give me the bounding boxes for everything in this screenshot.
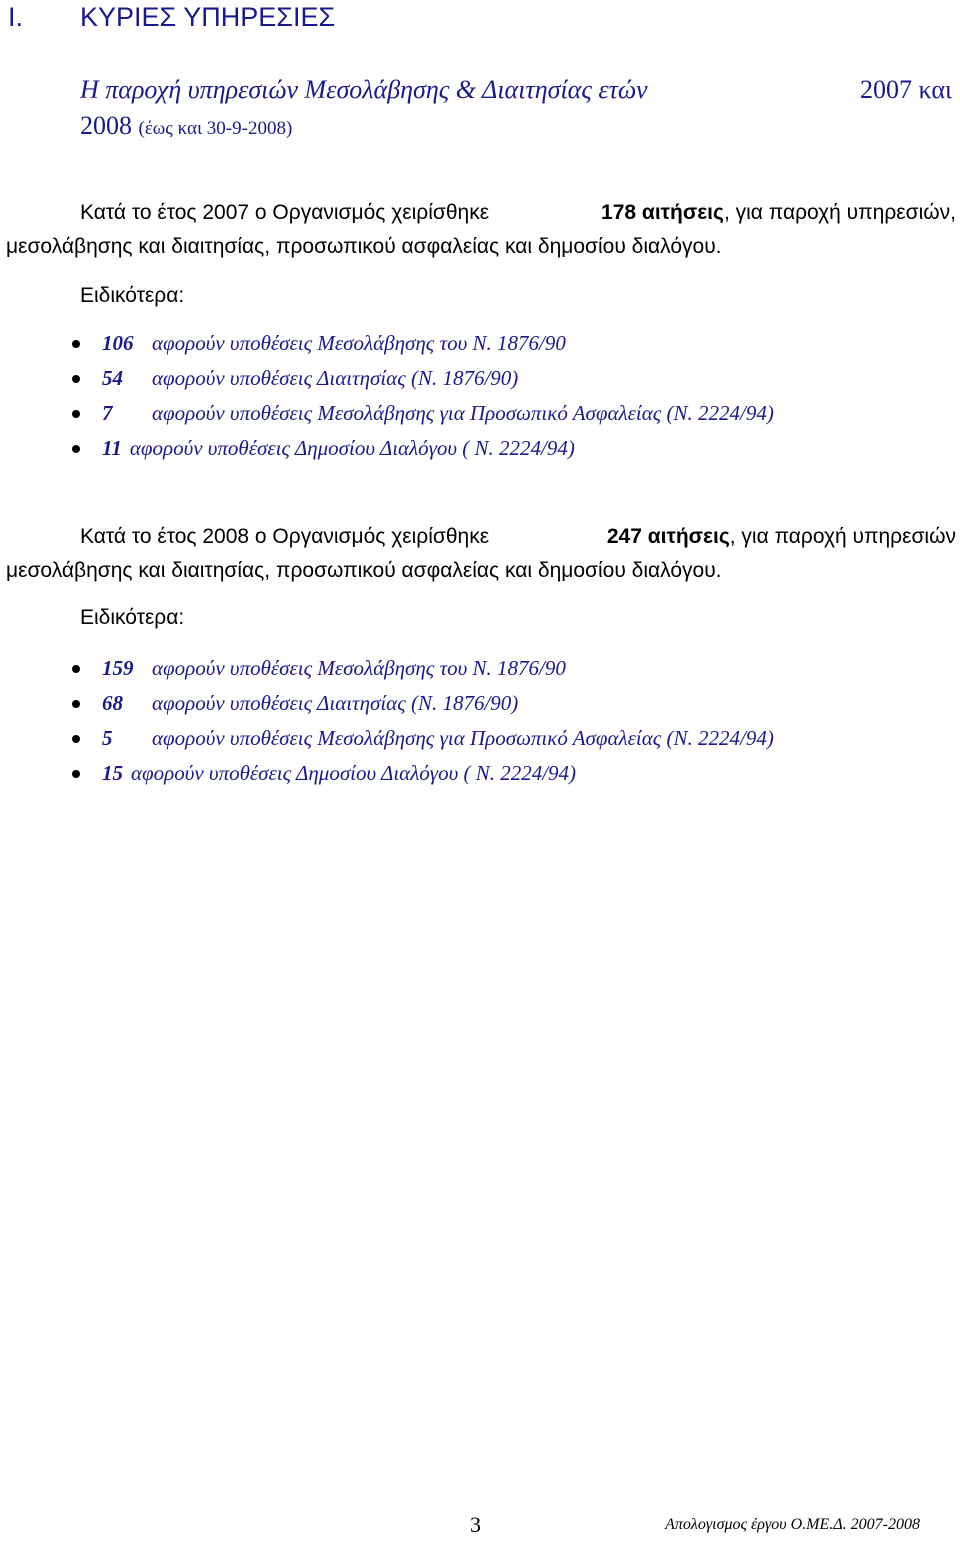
bullet-icon (72, 665, 80, 673)
item-text: αφορούν υποθέσεις Μεσολάβησης για Προσωπικό Ασφαλείας (Ν. 2224/94) (152, 726, 774, 750)
bullet-icon (72, 445, 80, 453)
section-heading (8, 2, 335, 33)
subheading-year-start: 2007 και (860, 75, 952, 104)
paragraph-2007-intro: Κατά το έτος 2007 ο Οργανισμός χειρίσθηκε (80, 201, 490, 224)
requests-count-2008: 247 αιτήσεις (606, 525, 730, 548)
item-text: αφορούν υποθέσεις Δημοσίου Διαλόγου ( Ν. 2224/94) (131, 761, 577, 785)
paragraph-2008-intro: Κατά το έτος 2008 ο Οργανισμός χειρίσθηκε (80, 525, 490, 548)
bullet-icon (72, 410, 80, 418)
item-number: 5 (102, 726, 113, 750)
bullet-icon (72, 375, 80, 383)
paragraph-2008-line2: μεσολάβησης και διαιτησίας, προσωπικού ασφαλείας και δημοσίου διαλόγου. (6, 559, 722, 582)
item-number: 54 (102, 366, 123, 390)
item-text: αφορούν υποθέσεις Διαιτησίας (Ν. 1876/90) (152, 366, 519, 390)
item-number: 68 (102, 691, 123, 715)
item-text: αφορούν υποθέσεις Μεσολάβησης για Προσωπικό Ασφαλείας (Ν. 2224/94) (152, 401, 774, 425)
paragraph-2007-line2: μεσολάβησης και διαιτησίας, προσωπικού ασφαλείας και δημοσίου διαλόγου. (6, 235, 722, 258)
list-2008 (72, 651, 774, 791)
list-item (72, 756, 774, 791)
specific-label-2007: Ειδικότερα: (80, 284, 185, 307)
list-2007 (72, 326, 774, 466)
bullet-icon (72, 770, 80, 778)
item-text: αφορούν υποθέσεις Δημοσίου Διαλόγου ( Ν. 2224/94) (129, 436, 575, 460)
item-number: 15 (102, 761, 123, 785)
list-item (72, 326, 774, 361)
paragraph-2008 (6, 520, 956, 588)
item-number: 7 (102, 401, 113, 425)
list-item (72, 721, 774, 756)
bullet-icon (72, 340, 80, 348)
list-item (72, 396, 774, 431)
item-number: 106 (102, 331, 134, 355)
item-text: αφορούν υποθέσεις Μεσολάβησης του Ν. 1876/90 (152, 331, 566, 355)
list-item (72, 431, 774, 466)
item-number: 159 (102, 656, 134, 680)
paragraph-2007 (6, 196, 956, 264)
bullet-icon (72, 735, 80, 743)
subheading (80, 72, 952, 147)
list-item (72, 686, 774, 721)
requests-count-2007: 178 αιτήσεις (601, 201, 724, 224)
subheading-date-range: (έως και 30-9-2008) (138, 118, 293, 139)
section-title: ΚΥΡΙΕΣ ΥΠΗΡΕΣΙΕΣ (80, 2, 336, 32)
paragraph-2007-tail: , για παροχή υπηρεσιών, (723, 201, 956, 224)
paragraph-2008-tail: , για παροχή υπηρεσιών (729, 525, 956, 548)
section-number: I. (8, 2, 24, 32)
item-text: αφορούν υποθέσεις Διαιτησίας (Ν. 1876/90) (152, 691, 519, 715)
footer-text: Απολογισμος έργου Ο.ΜΕ.Δ. 2007-2008 (665, 1516, 920, 1533)
specific-label-2008: Ειδικότερα: (80, 606, 185, 629)
list-item (72, 361, 774, 396)
list-item (72, 651, 774, 686)
bullet-icon (72, 700, 80, 708)
page-number: 3 (470, 1512, 481, 1537)
item-text: αφορούν υποθέσεις Μεσολάβησης του Ν. 1876/90 (152, 656, 566, 680)
subheading-year-end: 2008 (80, 111, 132, 140)
subheading-title: Η παροχή υπηρεσιών Μεσολάβησης & Διαιτησίας ετών (80, 75, 648, 104)
item-number: 11 (102, 436, 122, 460)
